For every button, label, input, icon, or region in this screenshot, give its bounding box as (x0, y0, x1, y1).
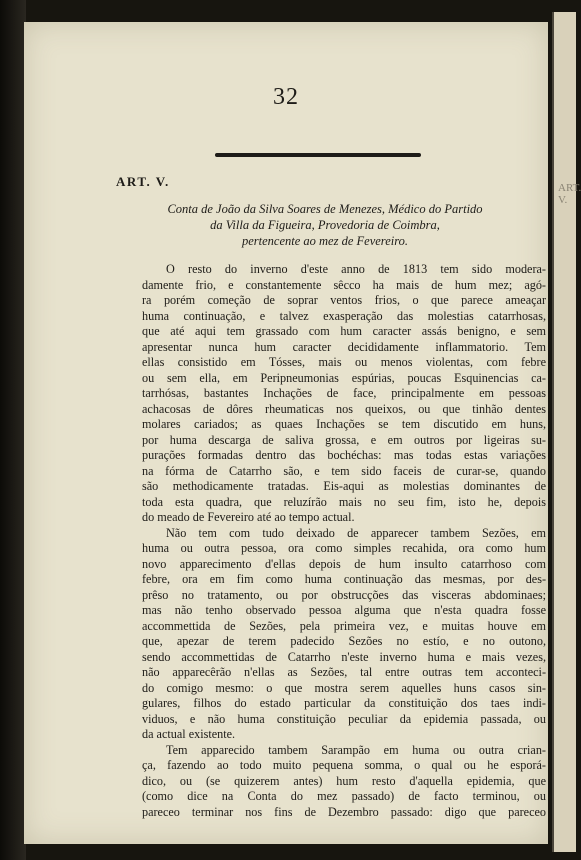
body-line: ça, fazendo ao todo muito pequena somma, o qual ou he esporá- (142, 758, 546, 772)
page-number: 32 (273, 84, 299, 110)
body-line: do comigo mesmo: o que mostra serem aquelles huns casos sin- (142, 680, 546, 695)
body-line: na fórma de Catarrho são, e tem sido faceis de curar-se, quando (142, 463, 546, 478)
book-page (24, 22, 548, 844)
body-line: achacosas de dôres rheumaticas nos queixos, ou que tinhão dentes (142, 401, 546, 416)
article-label: ART. V. (116, 174, 170, 189)
title-line: da Villa da Figueira, Provedoria de Coimbra, (210, 218, 440, 232)
body-line: ellas consistido em Tósses, mais ou menos violentas, com febre (142, 355, 546, 369)
body-line: huma ou outra pessoa, ora como simples recahida, ora como hum (142, 541, 546, 555)
body-line: dico, ou (se quizerem antes) hum resto d'aquella epidemia, que (142, 773, 546, 788)
title-line: Conta de João da Silva Soares de Menezes, Médico do Partido (167, 202, 483, 216)
body-line: que até aqui tem grassado com hum caracter assás benigno, e sem (142, 324, 546, 338)
title-line: pertencente ao mez de Fevereiro. (241, 234, 408, 248)
body-line: O resto do inverno d'este anno de 1813 tem sido modera- (166, 262, 546, 276)
article-title (108, 201, 542, 249)
body-line: sendo accommettidas de Catarrho n'este inverno huma e mais vezes, (142, 649, 546, 664)
body-line: da actual existente. (142, 727, 236, 741)
body-line: que, apezar de terem padecido Sezões no estío, e no outono, (142, 634, 546, 648)
body-line: Tem apparecido tambem Sarampão em huma ou outra crian- (166, 742, 546, 757)
body-line: por huma descarga de saliva grossa, e em outros por ligeiras su- (142, 432, 546, 447)
body-line: são methodicamente tratadas. Eis-aqui as molestias dominantes de (142, 479, 546, 493)
body-line: pareceo terminar nos fins de Dezembro passado: digo que pareceo (142, 804, 546, 819)
body-line: novo apparecimento d'ellas depois de hum insulto catarrhoso com (142, 556, 546, 571)
body-line: damente frio, e constantemente sêcco ha mais de hum mez; agó- (142, 277, 546, 292)
body-line: prêso no tratamento, ou por obstrucções das visceras abdominaes; (142, 587, 546, 602)
book-gutter-shadow (0, 0, 26, 860)
next-page-edge (552, 12, 581, 852)
body-line: mas não tenho observado pessoa alguma que n'esta quadra fosse (142, 603, 546, 617)
article-body (142, 262, 546, 820)
body-line: Não tem com tudo deixado de apparecer tambem Sezões, em (166, 525, 546, 540)
body-line: não apparecêrão n'ellas as Sezões, tal entre outras tem acconteci- (142, 665, 546, 679)
body-line: toda esta quadra, que reluzírão mais no seu fim, isto he, depois (142, 494, 546, 509)
body-line: viduos, e não huma constituição peculiar da epidemia passada, ou (142, 711, 546, 726)
body-line: ra porém começão de soprar ventos frios, o que parece ameaçar (142, 293, 546, 307)
body-line: accommettida de Sezões, pela primeira vez, e muitas houve em (142, 618, 546, 633)
decorative-rule (215, 153, 421, 157)
next-page-fragment: ART. V. (558, 182, 581, 206)
body-line: febre, ora em fim como huma continuação das mesmas, por des- (142, 572, 546, 586)
body-line: gulares, filhos do estado particular da constituição dos taes indi- (142, 696, 546, 710)
body-line: molares cariados; as quaes Inchações se tem discutido em huns, (142, 417, 546, 431)
body-line: huma continuação, e talvez exasperação das molestias catarrhosas, (142, 308, 546, 323)
body-line: (como dice na Conta do mez passado) de facto terminou, ou (142, 789, 546, 803)
body-line: ou sem ella, em Peripneumonias espúrias, poucas Esquinencias ca- (142, 370, 546, 385)
body-line: purações formadas dentro das bochéchas: mas todas estas variações (142, 448, 546, 462)
body-line: apresentar nunca hum caracter decididamente inflammatorio. Tem (142, 339, 546, 354)
body-line: do meado de Fevereiro até ao tempo actual. (142, 510, 355, 524)
body-line: tarrhósas, bastantes Inchações de face, principalmente em pessoas (142, 386, 546, 400)
